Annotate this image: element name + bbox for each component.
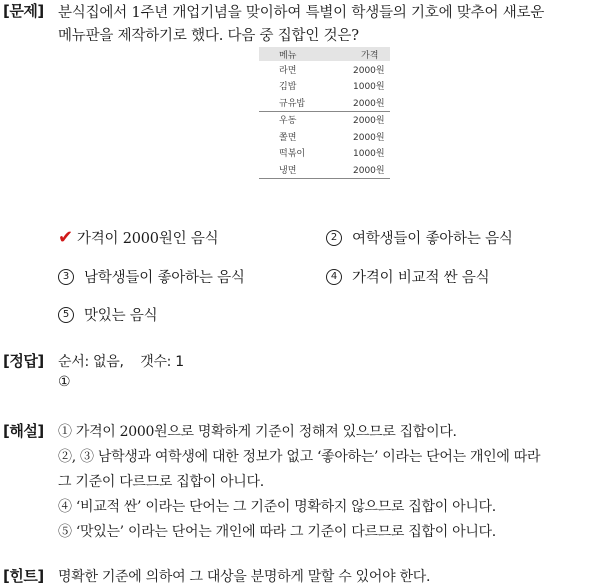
menu-table-header xyxy=(259,47,390,61)
menu-item-name: 우동 xyxy=(259,111,337,128)
menu-item-price: 2000원 xyxy=(337,111,390,128)
menu-header-item: 메뉴 xyxy=(259,47,337,61)
choice-1[interactable] xyxy=(58,227,218,248)
question-text-line2: 메뉴판을 제작하기로 했다. 다음 중 집합인 것은? xyxy=(58,28,359,44)
choice-5[interactable] xyxy=(58,304,157,325)
table-row xyxy=(259,128,390,145)
explanation-line3: 그 기준이 다르므로 집합이 아니다. xyxy=(58,474,264,490)
menu-item-name: 냉면 xyxy=(259,161,337,178)
menu-item-price: 2000원 xyxy=(337,161,390,178)
menu-item-name: 규유밥 xyxy=(279,98,306,109)
menu-item-price: 1000원 xyxy=(353,82,385,93)
question-text-line1: 분식집에서 1주년 개업기념을 맞이하여 특별이 학생들의 기호에 맞추어 새로운 xyxy=(58,5,545,21)
choice-5-text: 맛있는 음식 xyxy=(84,308,158,324)
choice-2[interactable] xyxy=(326,227,513,248)
menu-item-price: 2000원 xyxy=(353,65,385,76)
choice-4[interactable] xyxy=(326,266,490,287)
answer-line1: 순서: 없음, 갯수: 1 xyxy=(58,354,184,370)
answer-label: [정답] xyxy=(3,352,44,370)
choice-3-text: 남학생들이 좋아하는 음식 xyxy=(84,270,245,286)
table-row xyxy=(259,61,390,78)
table-row xyxy=(259,111,390,128)
menu-item-price: 1000원 xyxy=(353,149,385,160)
choice-number-4: 4 xyxy=(326,269,342,285)
menu-item-price: 2000원 xyxy=(353,132,385,143)
explanation-line5: ⑤ ‘맛있는’ 이라는 단어는 개인에 따라 그 기준이 다르므로 집합이 아니다. xyxy=(58,524,496,540)
menu-header-price: 가격 xyxy=(337,47,390,61)
hint-line1: 명확한 기준에 의하여 그 대상을 분명하게 말할 수 있어야 한다. xyxy=(58,569,431,585)
hint-label: [힌트] xyxy=(3,567,44,585)
menu-item-name: 떡볶이 xyxy=(279,149,306,160)
choice-1-text: 가격이 2000원인 음식 xyxy=(76,231,219,247)
menu-item-price: 2000원 xyxy=(353,98,385,109)
table-row xyxy=(259,78,390,95)
menu-table xyxy=(259,47,390,179)
choice-number-2: 2 xyxy=(326,230,342,246)
question-label: [문제] xyxy=(3,2,44,20)
choice-2-text: 여학생들이 좋아하는 음식 xyxy=(352,231,513,247)
menu-item-name: 쫄면 xyxy=(279,132,297,143)
explanation-line2: ②, ③ 남학생과 여학생에 대한 정보가 없고 ‘좋아하는’ 이라는 단어는 개인에 따라 xyxy=(58,449,541,465)
explanation-line4: ④ ‘비교적 싼’ 이라는 단어는 그 기준이 명확하지 않으므로 집합이 아니다. xyxy=(58,499,496,515)
checkmark-icon: ✔ xyxy=(58,226,73,248)
explanation-label: [해설] xyxy=(3,422,44,440)
choice-4-text: 가격이 비교적 싼 음식 xyxy=(352,270,490,286)
menu-item-name: 김밥 xyxy=(279,82,297,93)
table-row xyxy=(259,145,390,162)
explanation-line1: ① 가격이 2000원으로 명확하게 기준이 정해져 있으므로 집합이다. xyxy=(58,424,457,440)
choice-3[interactable] xyxy=(58,266,245,287)
choice-number-5: 5 xyxy=(58,307,74,323)
table-row xyxy=(259,94,390,111)
answer-line2: ① xyxy=(58,374,71,390)
choice-number-3: 3 xyxy=(58,269,74,285)
menu-item-name: 라면 xyxy=(279,65,297,76)
table-row xyxy=(259,161,390,178)
